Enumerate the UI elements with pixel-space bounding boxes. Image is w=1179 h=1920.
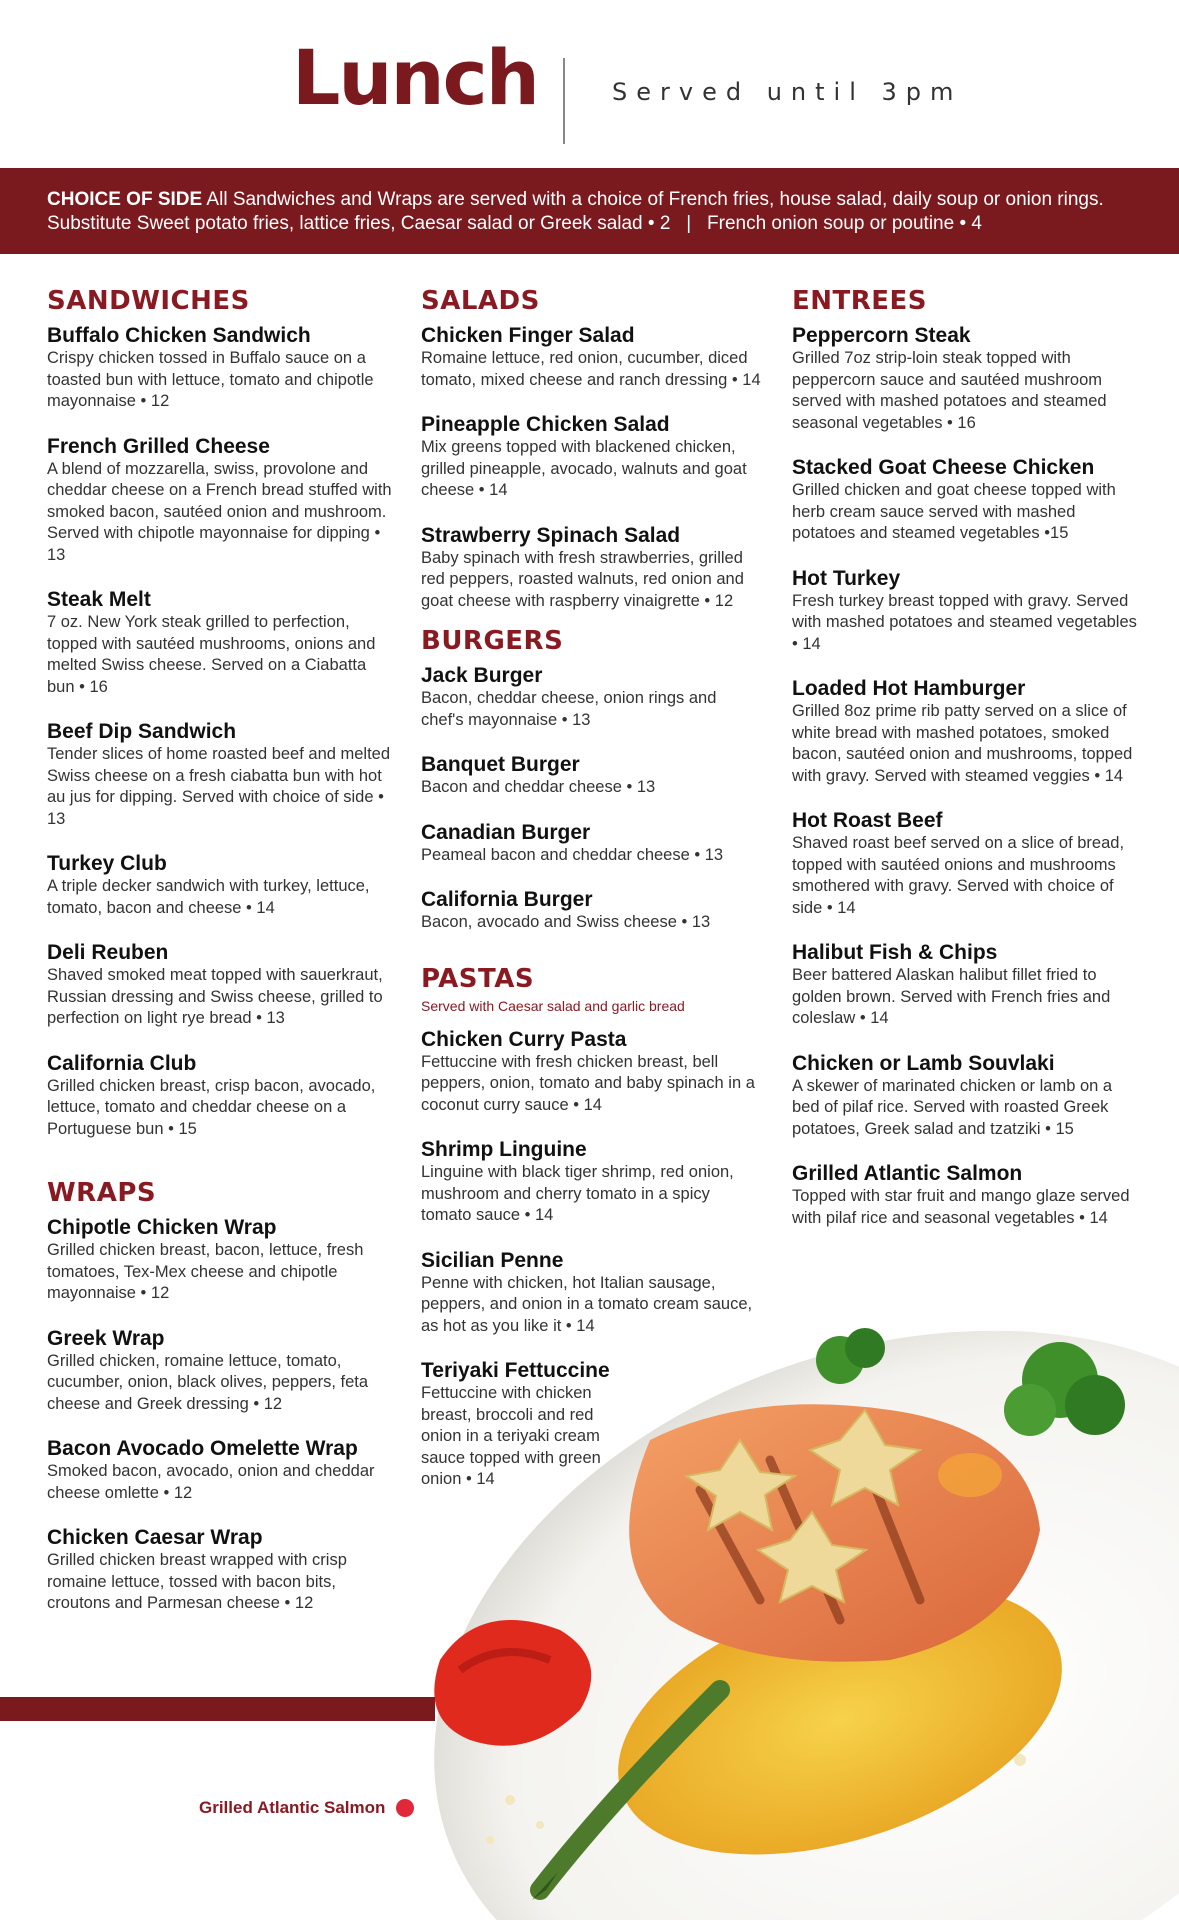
- section-title-pastas: PASTAS: [421, 963, 535, 994]
- item-name: Chicken Caesar Wrap: [47, 1526, 263, 1549]
- menu-item: [47, 324, 397, 413]
- item-name: Peppercorn Steak: [792, 324, 971, 347]
- menu-item: [421, 524, 761, 613]
- item-name: Pineapple Chicken Salad: [421, 413, 670, 436]
- item-desc: Shaved smoked meat topped with sauerkraut, Russian dressing and Swiss cheese, grilled to perfection on light rye bread • 13: [47, 966, 383, 1027]
- menu-item: [792, 941, 1137, 1030]
- item-desc: Fettuccine with fresh chicken breast, bell peppers, onion, tomato and baby spinach in a coconut curry sauce • 14: [421, 1052, 755, 1114]
- item-name: California Club: [47, 1051, 197, 1075]
- menu-item: [47, 941, 397, 1030]
- menu-item: [421, 1138, 761, 1227]
- item-name: Steak Melt: [47, 588, 151, 611]
- menu-item: [47, 1327, 397, 1416]
- menu-item: [792, 677, 1137, 787]
- section-title-burgers: BURGERS: [421, 626, 564, 656]
- menu-item: [792, 1052, 1137, 1141]
- item-name: Strawberry Spinach Salad: [421, 523, 681, 547]
- item-name: Hot Roast Beef: [792, 809, 943, 832]
- menu-item: [47, 1437, 397, 1504]
- menu-title: Lunch: [292, 33, 538, 122]
- item-name: Teriyaki Fettuccine: [421, 1359, 610, 1382]
- served-until-text: Served until 3pm: [612, 78, 963, 106]
- menu-item: [421, 413, 761, 502]
- item-desc: Grilled chicken breast, crisp bacon, avocado, lettuce, tomato and cheddar cheese on a Portuguese bun • 15: [47, 1076, 376, 1138]
- menu-item: [421, 753, 761, 799]
- item-desc: Tender slices of home roasted beef and melted Swiss cheese on a fresh ciabatta bun with hot au jus for dipping. Served with choice of side • 13: [47, 745, 391, 828]
- menu-item: [47, 1216, 397, 1305]
- banner-line-1: [47, 188, 1179, 212]
- item-desc: Topped with star fruit and mango glaze served with pilaf rice and seasonal vegetables • 14: [792, 1187, 1130, 1227]
- section-entrees: [792, 286, 1137, 1229]
- item-name: Loaded Hot Hamburger: [792, 677, 1026, 700]
- item-desc: Smoked bacon, avocado, onion and cheddar cheese omlette • 12: [47, 1462, 375, 1502]
- menu-item: [47, 588, 397, 698]
- item-name: Halibut Fish & Chips: [792, 941, 998, 964]
- item-desc: Baby spinach with fresh strawberries, grilled red peppers, roasted walnuts, red onion and goat cheese with raspberry vinaigrette • 12: [421, 548, 744, 610]
- mango-glaze: [938, 1453, 1002, 1497]
- item-desc: Grilled chicken and goat cheese topped with herb cream sauce served with mashed potatoes and steamed vegetables •15: [792, 481, 1116, 542]
- banner-text-1: All Sandwiches and Wraps are served with a choice of French fries, house salad, daily soup or onion rings.: [206, 189, 1104, 210]
- item-name: Chipotle Chicken Wrap: [47, 1216, 277, 1239]
- item-name: Shrimp Linguine: [421, 1138, 587, 1161]
- item-desc: Fettuccine with chicken breast, broccoli and red onion in a teriyaki cream sauce topped with green onion • 14: [421, 1384, 601, 1488]
- item-desc: Grilled chicken breast, bacon, lettuce, fresh tomatoes, Tex-Mex cheese and chipotle mayonnaise • 12: [47, 1241, 364, 1302]
- item-name: Canadian Burger: [421, 820, 591, 844]
- item-name: Grilled Atlantic Salmon: [792, 1162, 1023, 1185]
- section-sandwiches: [47, 286, 397, 1140]
- footer-bar: [0, 1697, 435, 1721]
- item-name: Hot Turkey: [792, 566, 901, 590]
- item-desc: Bacon, cheddar cheese, onion rings and chef's mayonnaise • 13: [421, 689, 717, 729]
- item-name: Chicken Curry Pasta: [421, 1027, 627, 1051]
- menu-item: [792, 324, 1137, 434]
- item-desc: Bacon, avocado and Swiss cheese • 13: [421, 913, 711, 931]
- section-wraps: [47, 1178, 397, 1615]
- item-desc: Grilled 7oz strip-loin steak topped with peppercorn sauce and sautéed mushroom served with mashed potatoes and steamed seasonal vegetables • 16: [792, 349, 1107, 432]
- item-name: Chicken or Lamb Souvlaki: [792, 1051, 1055, 1075]
- item-desc: Penne with chicken, hot Italian sausage, peppers, and onion in a tomato cream sauce, as hot as you like it • 14: [421, 1273, 753, 1335]
- item-desc: Mix greens topped with blackened chicken, grilled pineapple, avocado, walnuts and goat cheese • 14: [421, 438, 747, 499]
- item-name: Beef Dip Sandwich: [47, 720, 237, 743]
- menu-item: [421, 324, 761, 391]
- menu-item: [792, 809, 1137, 919]
- menu-item: [47, 1052, 397, 1141]
- menu-item: [792, 456, 1137, 545]
- item-name: Deli Reuben: [47, 941, 169, 964]
- column-left: [47, 286, 397, 1637]
- item-name: Bacon Avocado Omelette Wrap: [47, 1437, 358, 1460]
- item-name: California Burger: [421, 888, 593, 911]
- choice-of-side-banner: [0, 168, 1179, 254]
- item-desc: Bacon and cheddar cheese • 13: [421, 778, 656, 796]
- menu-item: [47, 720, 397, 830]
- pastas-note: Served with Caesar salad and garlic bread: [421, 997, 685, 1014]
- item-name: Turkey Club: [47, 852, 167, 875]
- item-desc: Linguine with black tiger shrimp, red onion, mushroom and cherry tomato in a spicy tomato sauce • 14: [421, 1163, 734, 1224]
- menu-item: [421, 664, 761, 731]
- header-divider: [563, 58, 565, 144]
- item-desc: Romaine lettuce, red onion, cucumber, diced tomato, mixed cheese and ranch dressing • 14: [421, 349, 761, 389]
- item-desc: A blend of mozzarella, swiss, provolone and cheddar cheese on a French bread stuffed with smoked bacon, sautéed onion and mushroom. Served with chipotle mayonnaise for dipping • 13: [47, 459, 392, 564]
- item-desc: Fresh turkey breast topped with gravy. Served with mashed potatoes and steamed vegetables • 14: [792, 591, 1137, 653]
- item-name: Sicilian Penne: [421, 1248, 564, 1272]
- item-name: Jack Burger: [421, 664, 543, 687]
- item-desc: Crispy chicken tossed in Buffalo sauce on a toasted bun with lettuce, tomato and chipotle mayonnaise • 12: [47, 349, 374, 410]
- section-title-salads: SALADS: [421, 286, 540, 316]
- salmon-plate-photo: [420, 1240, 1179, 1920]
- menu-header: [0, 0, 1179, 168]
- menu-item: [421, 821, 761, 867]
- item-name: Buffalo Chicken Sandwich: [47, 324, 311, 347]
- item-desc: Shaved roast beef served on a slice of bread, topped with sautéed onions and mushrooms smothered with gravy. Served with choice of side • 14: [792, 834, 1125, 917]
- section-title-wraps: WRAPS: [47, 1178, 157, 1208]
- item-desc: A triple decker sandwich with turkey, lettuce, tomato, bacon and cheese • 14: [47, 877, 370, 917]
- item-desc: Beer battered Alaskan halibut fillet fried to golden brown. Served with French fries and coleslaw • 14: [792, 966, 1111, 1027]
- item-desc: Grilled 8oz prime rib patty served on a slice of white bread with mashed potatoes, smoked bacon, sautéed onion and mushrooms, topped with gravy. Served with steamed veggies • 14: [792, 702, 1133, 785]
- section-salads: [421, 286, 761, 612]
- item-name: Banquet Burger: [421, 753, 580, 776]
- banner-label: CHOICE OF SIDE: [47, 189, 203, 210]
- item-name: Greek Wrap: [47, 1326, 165, 1350]
- photo-caption: Grilled Atlantic Salmon: [199, 1798, 386, 1817]
- banner-line-2: Substitute Sweet potato fries, lattice fries, Caesar salad or Greek salad • 2 | French onion soup or poutine • 4: [47, 213, 982, 234]
- menu-item: [47, 852, 397, 919]
- section-title-entrees: ENTREES: [792, 286, 928, 316]
- section-burgers: [421, 626, 761, 934]
- item-desc: Grilled chicken, romaine lettuce, tomato, cucumber, onion, black olives, peppers, feta cheese and Greek dressing • 12: [47, 1351, 369, 1413]
- menu-item: [421, 1028, 761, 1117]
- item-name: Stacked Goat Cheese Chicken: [792, 456, 1095, 479]
- menu-item: [421, 888, 761, 934]
- item-desc: 7 oz. New York steak grilled to perfection, topped with sautéed mushrooms, onions and melted Swiss cheese. Served on a Ciabatta bun • 16: [47, 613, 376, 696]
- menu-item: [47, 435, 397, 567]
- caption-dot: [396, 1799, 414, 1817]
- column-right: [792, 286, 1137, 1251]
- item-desc: Peameal bacon and cheddar cheese • 13: [421, 845, 724, 864]
- menu-item: [47, 1526, 397, 1615]
- section-title-sandwiches: SANDWICHES: [47, 286, 250, 316]
- item-name: French Grilled Cheese: [47, 434, 270, 458]
- menu-item: [792, 1162, 1137, 1229]
- item-name: Chicken Finger Salad: [421, 324, 635, 347]
- item-desc: A skewer of marinated chicken or lamb on a bed of pilaf rice. Served with roasted Greek potatoes, Greek salad and tzatziki • 15: [792, 1076, 1113, 1138]
- item-desc: Grilled chicken breast wrapped with crisp romaine lettuce, tossed with bacon bits, croutons and Parmesan cheese • 12: [47, 1551, 347, 1612]
- menu-item: [792, 567, 1137, 656]
